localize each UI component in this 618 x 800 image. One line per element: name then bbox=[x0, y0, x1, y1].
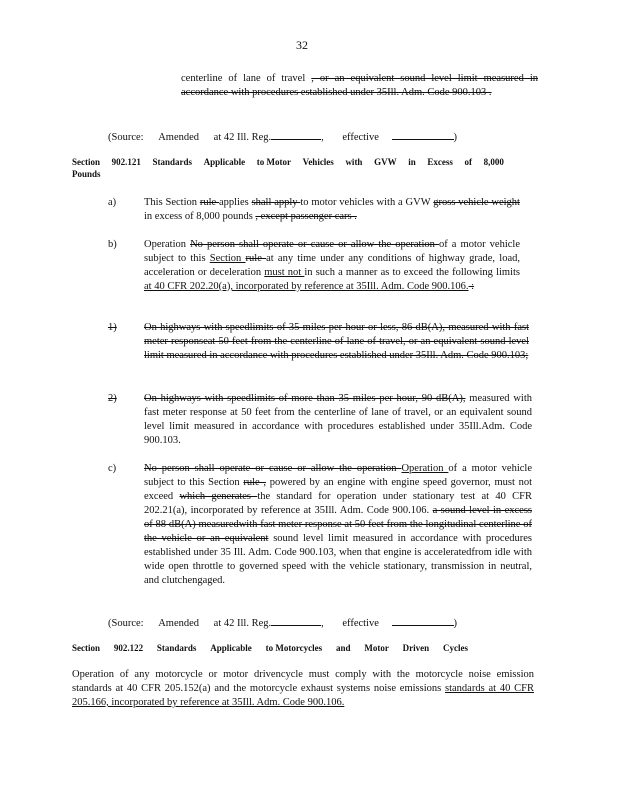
text-run: Operation bbox=[144, 239, 191, 250]
item-c-text bbox=[144, 462, 532, 588]
struck-text: shall apply bbox=[251, 197, 301, 208]
inserted-text: at 40 CFR 202.20(a), incorporated by reference at 35Ill. Adm. Code 900.106. bbox=[144, 281, 469, 292]
text-run: of a motor vehicle subject to this bbox=[144, 239, 520, 264]
text-run: Operation of any motorcycle or motor drivencycle must comply with the motorcycle noise emission standards at 40 CFR 205.152(a) and the motorcycle exhaust systems noise emissions bbox=[72, 669, 534, 694]
motorcycle-paragraph bbox=[72, 668, 534, 710]
register-blank bbox=[271, 614, 321, 626]
text-run: to motor vehicles with a GVW bbox=[300, 197, 434, 208]
source-register: at 42 Ill. Reg. bbox=[213, 132, 272, 143]
text-run: of a motor vehicle subject to this Section bbox=[144, 463, 532, 488]
item-b-text bbox=[144, 238, 520, 294]
source-label: (Source: bbox=[108, 618, 144, 629]
text-run: centerline of lane of travel bbox=[181, 73, 312, 84]
inserted-text: Section bbox=[209, 253, 246, 264]
struck-text: No person shall operate or cause or allow the operation bbox=[144, 463, 402, 474]
source-effective: effective bbox=[342, 132, 379, 143]
text-run: applies bbox=[218, 197, 252, 208]
item-b-label: b) bbox=[108, 239, 117, 250]
section-902-121-heading: Section 902.121 Standards Applicable to Motor Vehicles with GVW in Excess of 8,000 Pounds bbox=[72, 157, 504, 179]
inserted-text: Operation bbox=[401, 463, 449, 474]
text-run: the standard for operation under stationary test at 40 CFR 202.21(a), incorporated by reference at 35Ill. Adm. Code 900.106. bbox=[144, 491, 532, 516]
struck-text: rule bbox=[199, 197, 219, 208]
text-run: at any time under any conditions of highway grade, load, acceleration or deceleration bbox=[144, 253, 520, 278]
source-amended: Amended bbox=[158, 132, 200, 143]
struck-text: rule bbox=[245, 253, 267, 264]
source-note-1: (Source: Amended at 42 Ill. Reg. , effective ) bbox=[108, 128, 457, 145]
item-c-label: c) bbox=[108, 463, 117, 474]
struck-text: On highways with speedlimits of 35 miles per hour or less, 86 dB(A), measured with fast meter responseat 50 feet from the centerline of lane of travel, or an equivalent sound level limit measured in accordance with procedures established under 35Ill. Adm. Code 900.103; bbox=[144, 322, 529, 361]
struck-text: rule , bbox=[243, 477, 267, 488]
source-label: (Source: bbox=[108, 132, 144, 143]
section-902-122-heading: Section 902.122 Standards Applicable to Motorcycles and Motor Driven Cycles bbox=[72, 643, 468, 653]
struck-text: , or an equivalent sound level limit measured in accordance with procedures established under 35Ill. Adm. Code 900.103 . bbox=[181, 73, 538, 98]
source-effective: effective bbox=[342, 618, 379, 629]
page-number: 32 bbox=[296, 38, 308, 52]
struck-text: , except passenger cars . bbox=[255, 211, 357, 222]
struck-text: gross vehicle weight bbox=[433, 197, 520, 208]
item-1-label: 1) bbox=[108, 322, 117, 333]
text-run: powered by an engine with engine speed governor, must not exceed bbox=[144, 477, 533, 502]
struck-text: which generates bbox=[179, 491, 258, 502]
source-amended: Amended bbox=[158, 618, 200, 629]
effective-blank bbox=[392, 614, 454, 626]
text-run: measured with fast meter response at 50 feet from the centerline of lane of travel, or an equivalent sound level limit measured in accordance with procedures established under 35Ill.Adm. Code 900.103. bbox=[144, 393, 532, 446]
text-run: sound level limit measured in accordance with procedures established under 35 Ill. Adm. Code 900.103, when that engine is acceleratedfrom idle with wide open throttle to governed speed with the vehicle stationary, transmission in neutral, and clutchengaged. bbox=[144, 533, 532, 586]
effective-blank bbox=[392, 128, 454, 140]
text-run: in such a manner as to exceed the following limits bbox=[304, 267, 520, 278]
inserted-text: must not bbox=[264, 267, 305, 278]
text-run: This Section bbox=[144, 197, 200, 208]
carryover-paragraph bbox=[181, 72, 538, 100]
text-run: in excess of 8,000 pounds bbox=[144, 211, 256, 222]
source-register: at 42 Ill. Reg. bbox=[213, 618, 272, 629]
item-1-text bbox=[144, 321, 529, 363]
register-blank bbox=[271, 128, 321, 140]
struck-text: a sound level in excess of 88 dB(A) measuredwith fast meter response at 50 feet from the longitudinal centerline of the vehicle or an equivalent bbox=[144, 505, 532, 544]
inserted-text: standards at 40 CFR 205.166, incorporated by reference at 35Ill. Adm. Code 900.106. bbox=[72, 683, 534, 708]
struck-text: On highways with speedlimits of more than 35 miles per hour, 90 dB(A), bbox=[144, 393, 466, 404]
source-note-2: (Source: Amended at 42 Ill. Reg. , effective ) bbox=[108, 614, 457, 631]
item-2-label: 2) bbox=[108, 393, 117, 404]
item-a-label: a) bbox=[108, 197, 117, 208]
item-a-text bbox=[144, 196, 520, 224]
struck-text: No person shall operate or cause or allow the operation bbox=[190, 239, 439, 250]
item-2-text bbox=[144, 392, 532, 448]
struck-text: : bbox=[468, 281, 475, 292]
